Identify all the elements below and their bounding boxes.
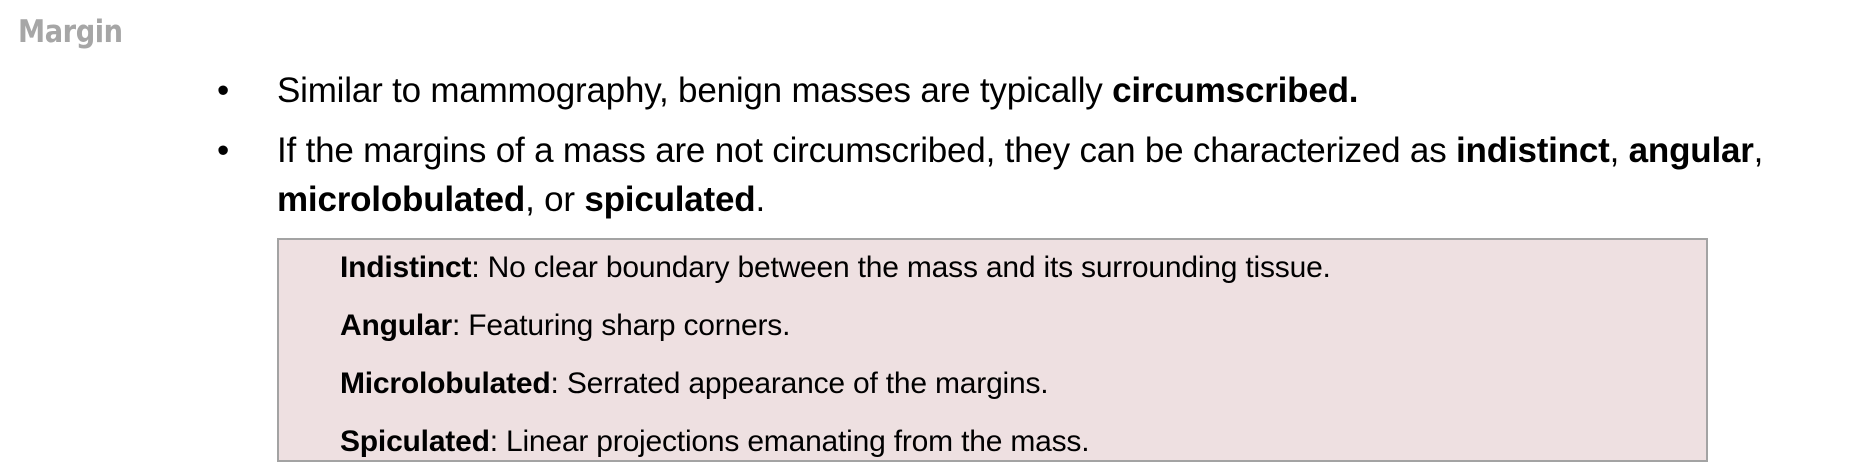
section-heading: Margin	[18, 14, 123, 50]
bullet-item-benign	[210, 66, 1770, 115]
bullet-text: .	[755, 180, 765, 219]
bullet-bold-term-angular: angular	[1628, 131, 1754, 170]
definition-description: : Linear projections emanating from the mass.	[489, 425, 1090, 458]
bullet-text: If the margins of a mass are not circumscribed, they can be characterized as	[277, 131, 1457, 170]
bullet-list	[210, 66, 1770, 235]
definition-description: : Featuring sharp corners.	[451, 309, 791, 342]
definition-row-indistinct	[340, 248, 1331, 288]
bullet-item-characterization	[210, 126, 1770, 224]
bullet-text: Similar to mammography, benign masses are typically	[277, 71, 1113, 110]
definition-term: Angular	[340, 309, 452, 342]
definition-description: : Serrated appearance of the margins.	[550, 367, 1049, 400]
definitions-box	[277, 238, 1708, 462]
definition-row-spiculated	[340, 422, 1089, 462]
definition-term: Spiculated	[340, 425, 490, 458]
definition-row-angular	[340, 306, 790, 346]
bullet-bold-term-spiculated: spiculated	[584, 180, 756, 219]
bullet-bold-term: circumscribed.	[1112, 71, 1359, 110]
bullet-bold-term-indistinct: indistinct	[1456, 131, 1610, 170]
bullet-text: ,	[1753, 131, 1764, 170]
bullet-icon: •	[217, 71, 230, 110]
bullet-icon: •	[217, 131, 230, 170]
bullet-text: , or	[525, 180, 585, 219]
definition-description: : No clear boundary between the mass and its surrounding tissue.	[471, 251, 1331, 284]
definition-row-microlobulated	[340, 364, 1048, 404]
bullet-bold-term-microlobulated: microlobulated	[277, 180, 526, 219]
definition-term: Microlobulated	[340, 367, 551, 400]
bullet-text: ,	[1609, 131, 1629, 170]
definition-term: Indistinct	[340, 251, 472, 284]
